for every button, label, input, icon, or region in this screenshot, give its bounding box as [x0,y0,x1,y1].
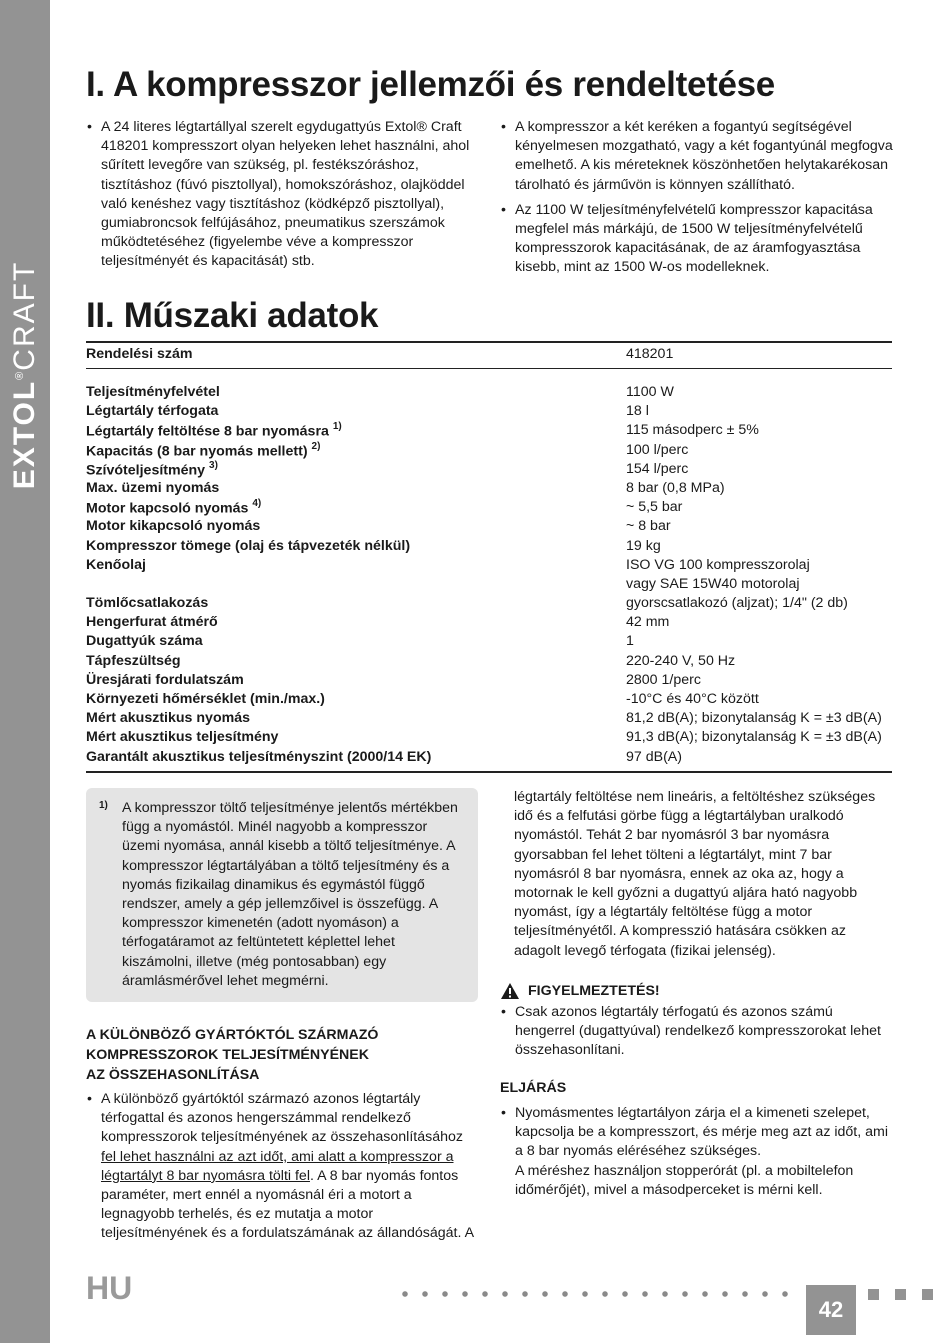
spec-value: 1 [626,633,634,650]
spec-label-text: Üresjárati fordulatszám [86,671,244,688]
spec-value: 2800 1/perc [626,671,701,688]
footnote-text: A kompresszor töltő teljesítménye jelentős mértékben függ a nyomástól. Minél nagyobb a kompresszor üzemi nyomása, annál kisebb a töltő teljesítménye. A kompresszor légtartályában a töltő teljesítmény és a nyomás fizikailag dinamikus és egymástól függő rendszer, amely a gép jellemzőivel is összefügg. A kompresszor kimenetén (adott nyomáson) a térfogatáramot az feltüntetett képlettel lehet kiszámolni, illetve (még pontosabban) egy áramlásmérővel lehet megmérni. [122,800,458,989]
spec-value: 97 dB(A) [626,748,682,765]
table-row [86,518,892,537]
footer-square [922,1289,933,1300]
spec-label [86,614,218,630]
table-row [86,384,892,403]
compare-heading-line: AZ ÖSSZEHASONLÍTÁSA [86,1067,260,1083]
table-row [86,633,892,652]
spec-label [86,442,320,460]
spec-label [86,461,218,479]
spec-label-text: Kenőolaj [86,556,146,573]
table-row [86,749,892,768]
spec-label-text: Környezeti hőmérséklet (min./max.) [86,691,325,707]
spec-label-text: Szívóteljesítmény [86,462,206,479]
warning-title: FIGYELMEZTETÉS! [528,983,660,999]
spec-value: 1100 W [626,384,674,400]
procedure-text: • Nyomásmentes légtartályon zárja el a kimeneti szelepet, kapcsolja be a kompresszort, és mérje meg azt az időt, ami a 8 bar nyomás eléréséhez szükséges. [515,1105,888,1160]
intro-right-column [500,118,895,284]
spec-label [86,518,260,534]
spec-label-text: Tápfeszültség [86,652,181,669]
footnote-mark: 1) [99,800,108,811]
section1-title: I. A kompresszor jellemzői és rendeltetése [86,65,775,104]
table-row [86,710,892,729]
spec-label-text: Mért akusztikus teljesítmény [86,729,279,746]
spec-label-text: Légtartály feltöltése 8 bar nyomásra [86,424,329,441]
spec-label-text: Max. üzemi nyomás [86,479,220,496]
table-row [86,422,892,441]
spec-label [86,384,220,400]
spec-value: 8 bar (0,8 MPa) [626,479,725,496]
brand-extol: EXTOL [8,379,41,490]
compare-heading [86,1025,481,1085]
page-number: 42 [806,1285,856,1335]
table-row [86,595,892,614]
spec-value: 91,3 dB(A); bizonytalanság K = ±3 dB(A) [626,729,882,746]
table-row [86,729,892,748]
spec-label [86,729,278,745]
brand-registered: ® [14,370,26,380]
list-item: • Az 1100 W teljesítményfelvételű kompresszor kapacitása megfelel más márkájú, de 1500 W teljesítményfelvételű kompresszorok kapacitásának, de az áramfogyasztása kisebb, mint az 1500 W-os modelleknek. [500,201,895,278]
spec-label [86,595,208,611]
compare-text-underlined: fel lehet használni az azt időt, ami alatt a kompresszor a légtartályt 8 bar nyomásra tölti fel [101,1148,454,1184]
table-row [86,538,892,557]
intro-left-column [86,118,481,272]
table-rule-bottom [86,771,892,773]
spec-value: ISO VG 100 kompresszorolaj [626,556,810,573]
footnote-ref: 2) [311,440,321,452]
spec-value: 115 másodperc ± 5% [626,422,759,439]
procedure-column [500,1104,895,1200]
spec-value: 18 l [626,403,649,420]
compare-heading-line: KOMPRESSZOROK TELJESÍTMÉNYÉNEK [86,1047,369,1063]
spec-label [86,749,431,765]
footnote-ref: 4) [252,498,262,510]
compare-left-column [86,1090,478,1244]
spec-label-text: Motor kikapcsoló nyomás [86,518,261,535]
spec-label [86,422,342,440]
spec-value: ~ 5,5 bar [626,499,683,516]
spec-value: 42 mm [626,614,670,631]
spec-label [86,672,244,688]
side-brand-bar [0,0,50,1343]
table-row [86,653,892,672]
spec-label-text: Hengerfurat átmérő [86,614,218,631]
list-item [86,1090,478,1244]
spec-label-text: Kapacitás (8 bar nyomás mellett) [86,443,308,460]
spec-table [86,384,892,768]
order-number-value: 418201 [626,346,674,362]
spec-value: 100 l/perc [626,441,689,458]
table-row [86,672,892,691]
table-row [86,614,892,633]
footer-square [868,1289,879,1300]
compare-text-b: . A 8 bar nyomás fontos paraméter, mert ennél a nyomásnál éri a motort a legnagyobb terhelés, és ez mutatja a motor teljesítményének és a fordulatszámának az állandóságát. A [101,1167,475,1242]
spec-label-text: Légtartály térfogata [86,403,219,420]
spec-label [86,691,325,707]
compare-heading-line: A KÜLÖNBÖZŐ GYÁRTÓKTÓL SZÁRMAZÓ [86,1027,379,1043]
footer-square [895,1289,906,1300]
table-rule-mid [86,368,892,369]
table-row [86,480,892,499]
table-row [86,576,892,595]
spec-label [86,710,250,726]
footnote-ref: 3) [209,459,218,471]
procedure-heading: ELJÁRÁS [500,1080,567,1096]
compare-text-a: A különböző gyártóktól származó azonos légtartály térfogattal és azonos hengerszámmal rendelkező kompresszorok teljesítményének az összehasonlításához [101,1091,463,1146]
table-row [86,499,892,518]
compare-text-continued: légtartály feltöltése nem lineáris, a feltöltéshez szükséges idő és a felfutási görbe függ a légtartályban uralkodó nyomástól. Tehát 2 bar nyomásról 3 bar nyomásra gyorsabban fel lehet tölteni a légtartályt, mint 7 bar nyomásról 8 bar nyomásra, ennek az oka az, hogy a motornak le kell győzni a dugattyú aljára ható nagyobb nyomást, így a légtartály feltöltése függ a motor teljesítményétől. A kompresszió hatására csökken az adagolt levegő térfogata (fizikai jelenség). [514,789,876,959]
spec-value: 19 kg [626,537,661,554]
spec-label-text: Garantált akusztikus teljesítményszint (2000/14 EK) [86,748,432,765]
spec-value: 154 l/perc [626,460,689,477]
footnote-box [86,788,478,1002]
spec-label [86,633,203,649]
table-row [86,691,892,710]
spec-label [86,403,218,419]
brand-logo [8,261,42,490]
spec-label-text: Teljesítményfelvétel [86,384,220,400]
spec-value: ~ 8 bar [626,518,671,535]
warning-triangle-icon [500,982,520,1000]
compare-continuation [500,788,895,961]
order-number-label: Rendelési szám [86,346,193,362]
table-row [86,557,892,576]
spec-label-text: Kompresszor tömege (olaj és tápvezeték nélkül) [86,537,411,554]
list-item: • A kompresszor a két keréken a fogantyú segítségével kényelmesen mozgatható, vagy a két fogantyúnál megfogva emelhető. A kis méreteknek köszönhetően helytakarékosan tárolható és járművön is könnyen szállítható. [500,118,895,195]
list-item [500,1104,895,1200]
spec-label-text: Dugattyúk száma [86,633,203,650]
spec-label [86,480,219,496]
brand-craft: CRAFT [8,260,41,371]
footer-dots [395,1290,795,1298]
table-row [86,403,892,422]
spec-label [86,653,181,669]
warning-column [500,1003,895,1061]
spec-label-text: Mért akusztikus nyomás [86,710,251,727]
language-code: HU [86,1270,133,1306]
list-item: • A 24 literes légtartállyal szerelt egydugattyús Extol® Craft 418201 kompresszort olyan helyeken lehet használni, ahol sűrített levegőre van szükség, pl. festékszóráshoz, tisztításhoz (fúvó pisztollyal), homokszóráshoz, olajköddel való kenéshez vagy tisztításhoz (ködképző pisztollyal), gumiabroncsok felfújásához, pneumatikus szerszámok működtetéséhez (figyelembe véve a kompresszor teljesítményét és kapacitását) stb. [86,118,481,272]
section2-title: II. Műszaki adatok [86,296,379,335]
spec-label [86,538,410,554]
warning-heading [500,982,660,1000]
spec-label-text: Motor kapcsoló nyomás [86,500,249,517]
spec-value: vagy SAE 15W40 motorolaj [626,575,800,592]
spec-value: 81,2 dB(A); bizonytalanság K = ±3 dB(A) [626,710,882,727]
spec-value: gyorscsatlakozó (aljzat); 1/4" (2 db) [626,595,848,612]
spec-value: 220-240 V, 50 Hz [626,652,736,669]
table-rule-top [86,341,892,343]
spec-label [86,499,261,517]
table-row [86,442,892,461]
spec-label [86,557,146,573]
procedure-text-2: A méréshez használjon stopperórát (pl. a mobiltelefon időmérőjét), mivel a másodperceket is mérni kell. [515,1162,854,1198]
spec-value: -10°C és 40°C között [626,691,759,707]
table-row [86,461,892,480]
spec-label-text: Tömlőcsatlakozás [86,595,209,612]
footnote-ref: 1) [332,421,342,433]
list-item: • Csak azonos légtartály térfogatú és azonos számú hengerrel (dugattyúval) rendelkező kompresszorokat lehet összehasonlítani. [500,1003,895,1061]
